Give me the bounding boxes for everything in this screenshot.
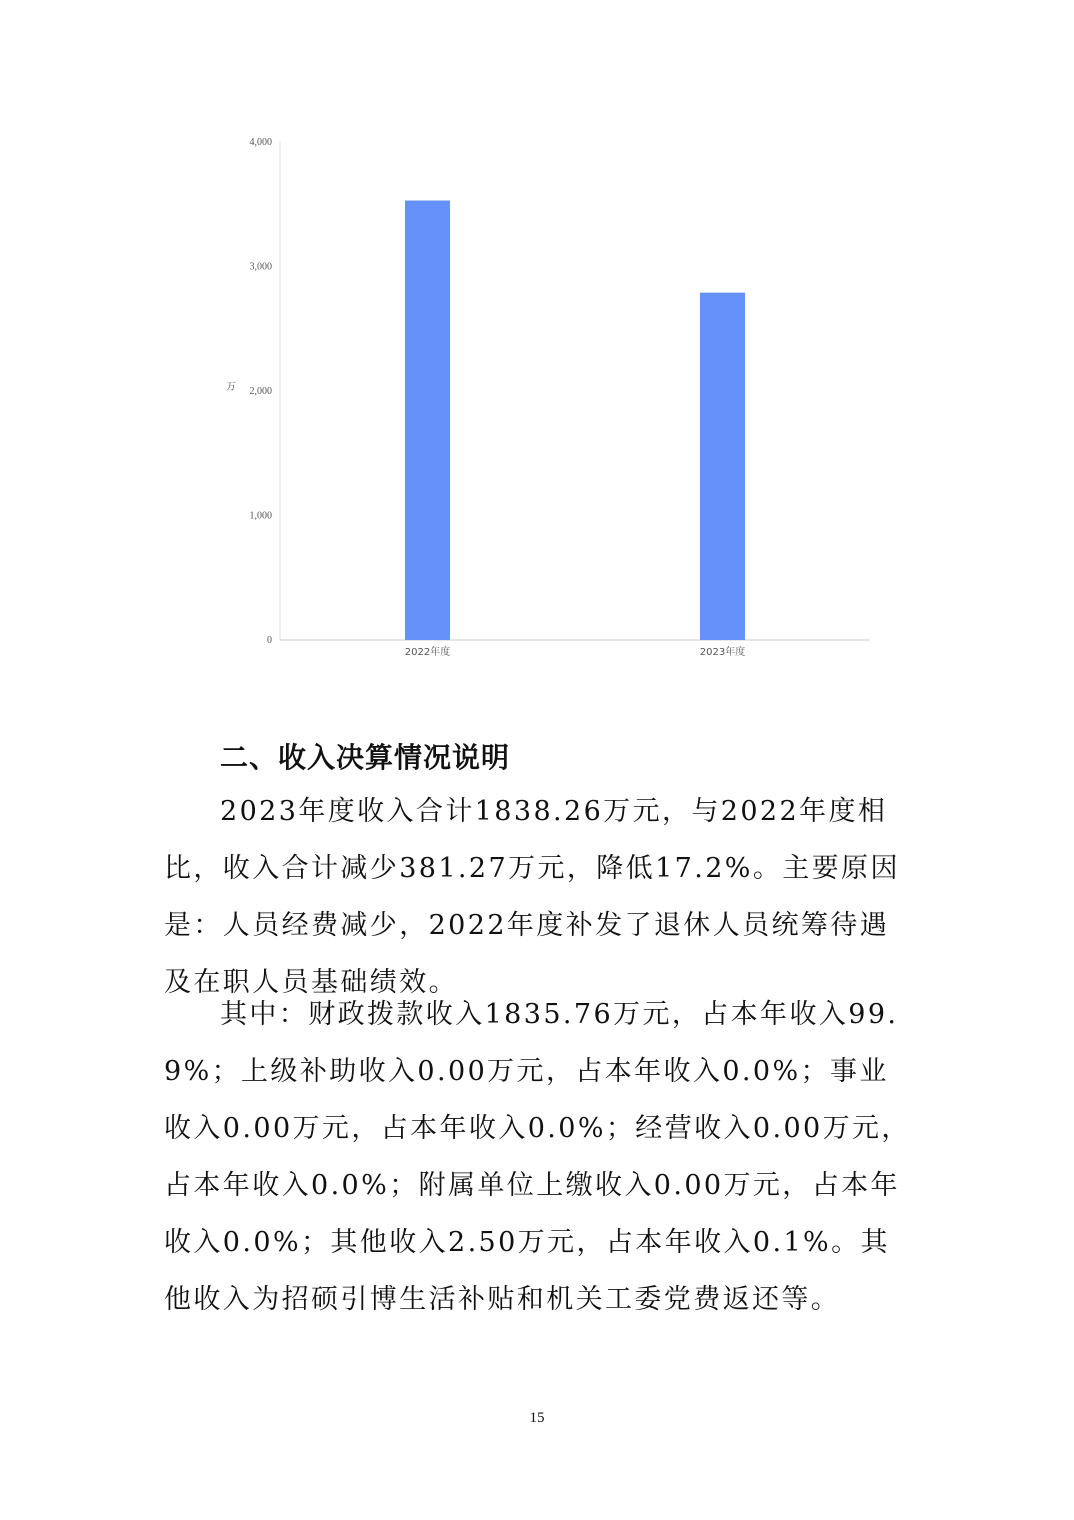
y-tick-label: 1,000 bbox=[249, 510, 272, 522]
y-tick-label: 4,000 bbox=[249, 137, 272, 148]
y-axis-label: 万 bbox=[226, 382, 236, 393]
income-summary-paragraph: 2023年度收入合计1838.26万元，与2022年度相比，收入合计减少381.27万元，降低17.2%。主要原因是：人员经费减少，2022年度补发了退休人员统筹待遇及在职人员基础绩效。 bbox=[164, 796, 900, 998]
y-tick-label: 2,000 bbox=[249, 386, 272, 397]
page-number: 15 bbox=[529, 1410, 545, 1426]
bar-2 bbox=[700, 293, 745, 640]
x-tick-label: 2022年度 bbox=[404, 647, 451, 658]
bar-1 bbox=[405, 201, 450, 640]
x-tick-label: 2023年度 bbox=[699, 647, 746, 658]
y-tick-label: 3,000 bbox=[249, 261, 272, 273]
income-bar-chart bbox=[0, 0, 1074, 700]
section-heading: 二、收入决算情况说明 bbox=[220, 741, 511, 774]
y-tick-label: 0 bbox=[267, 635, 272, 646]
income-breakdown-paragraph: 其中：财政拨款收入1835.76万元，占本年收入99.9%；上级补助收入0.00万元，占本年收入0.0%；事业收入0.00万元，占本年收入0.0%；经营收入0.00万元，占本年收入0.0%；附属单位上缴收入0.00万元，占本年收入0.0%；其他收入2.50万元，占本年收入0.1%。其他收入为招硕引博生活补贴和机关工委党费返还等。 bbox=[164, 999, 911, 1315]
